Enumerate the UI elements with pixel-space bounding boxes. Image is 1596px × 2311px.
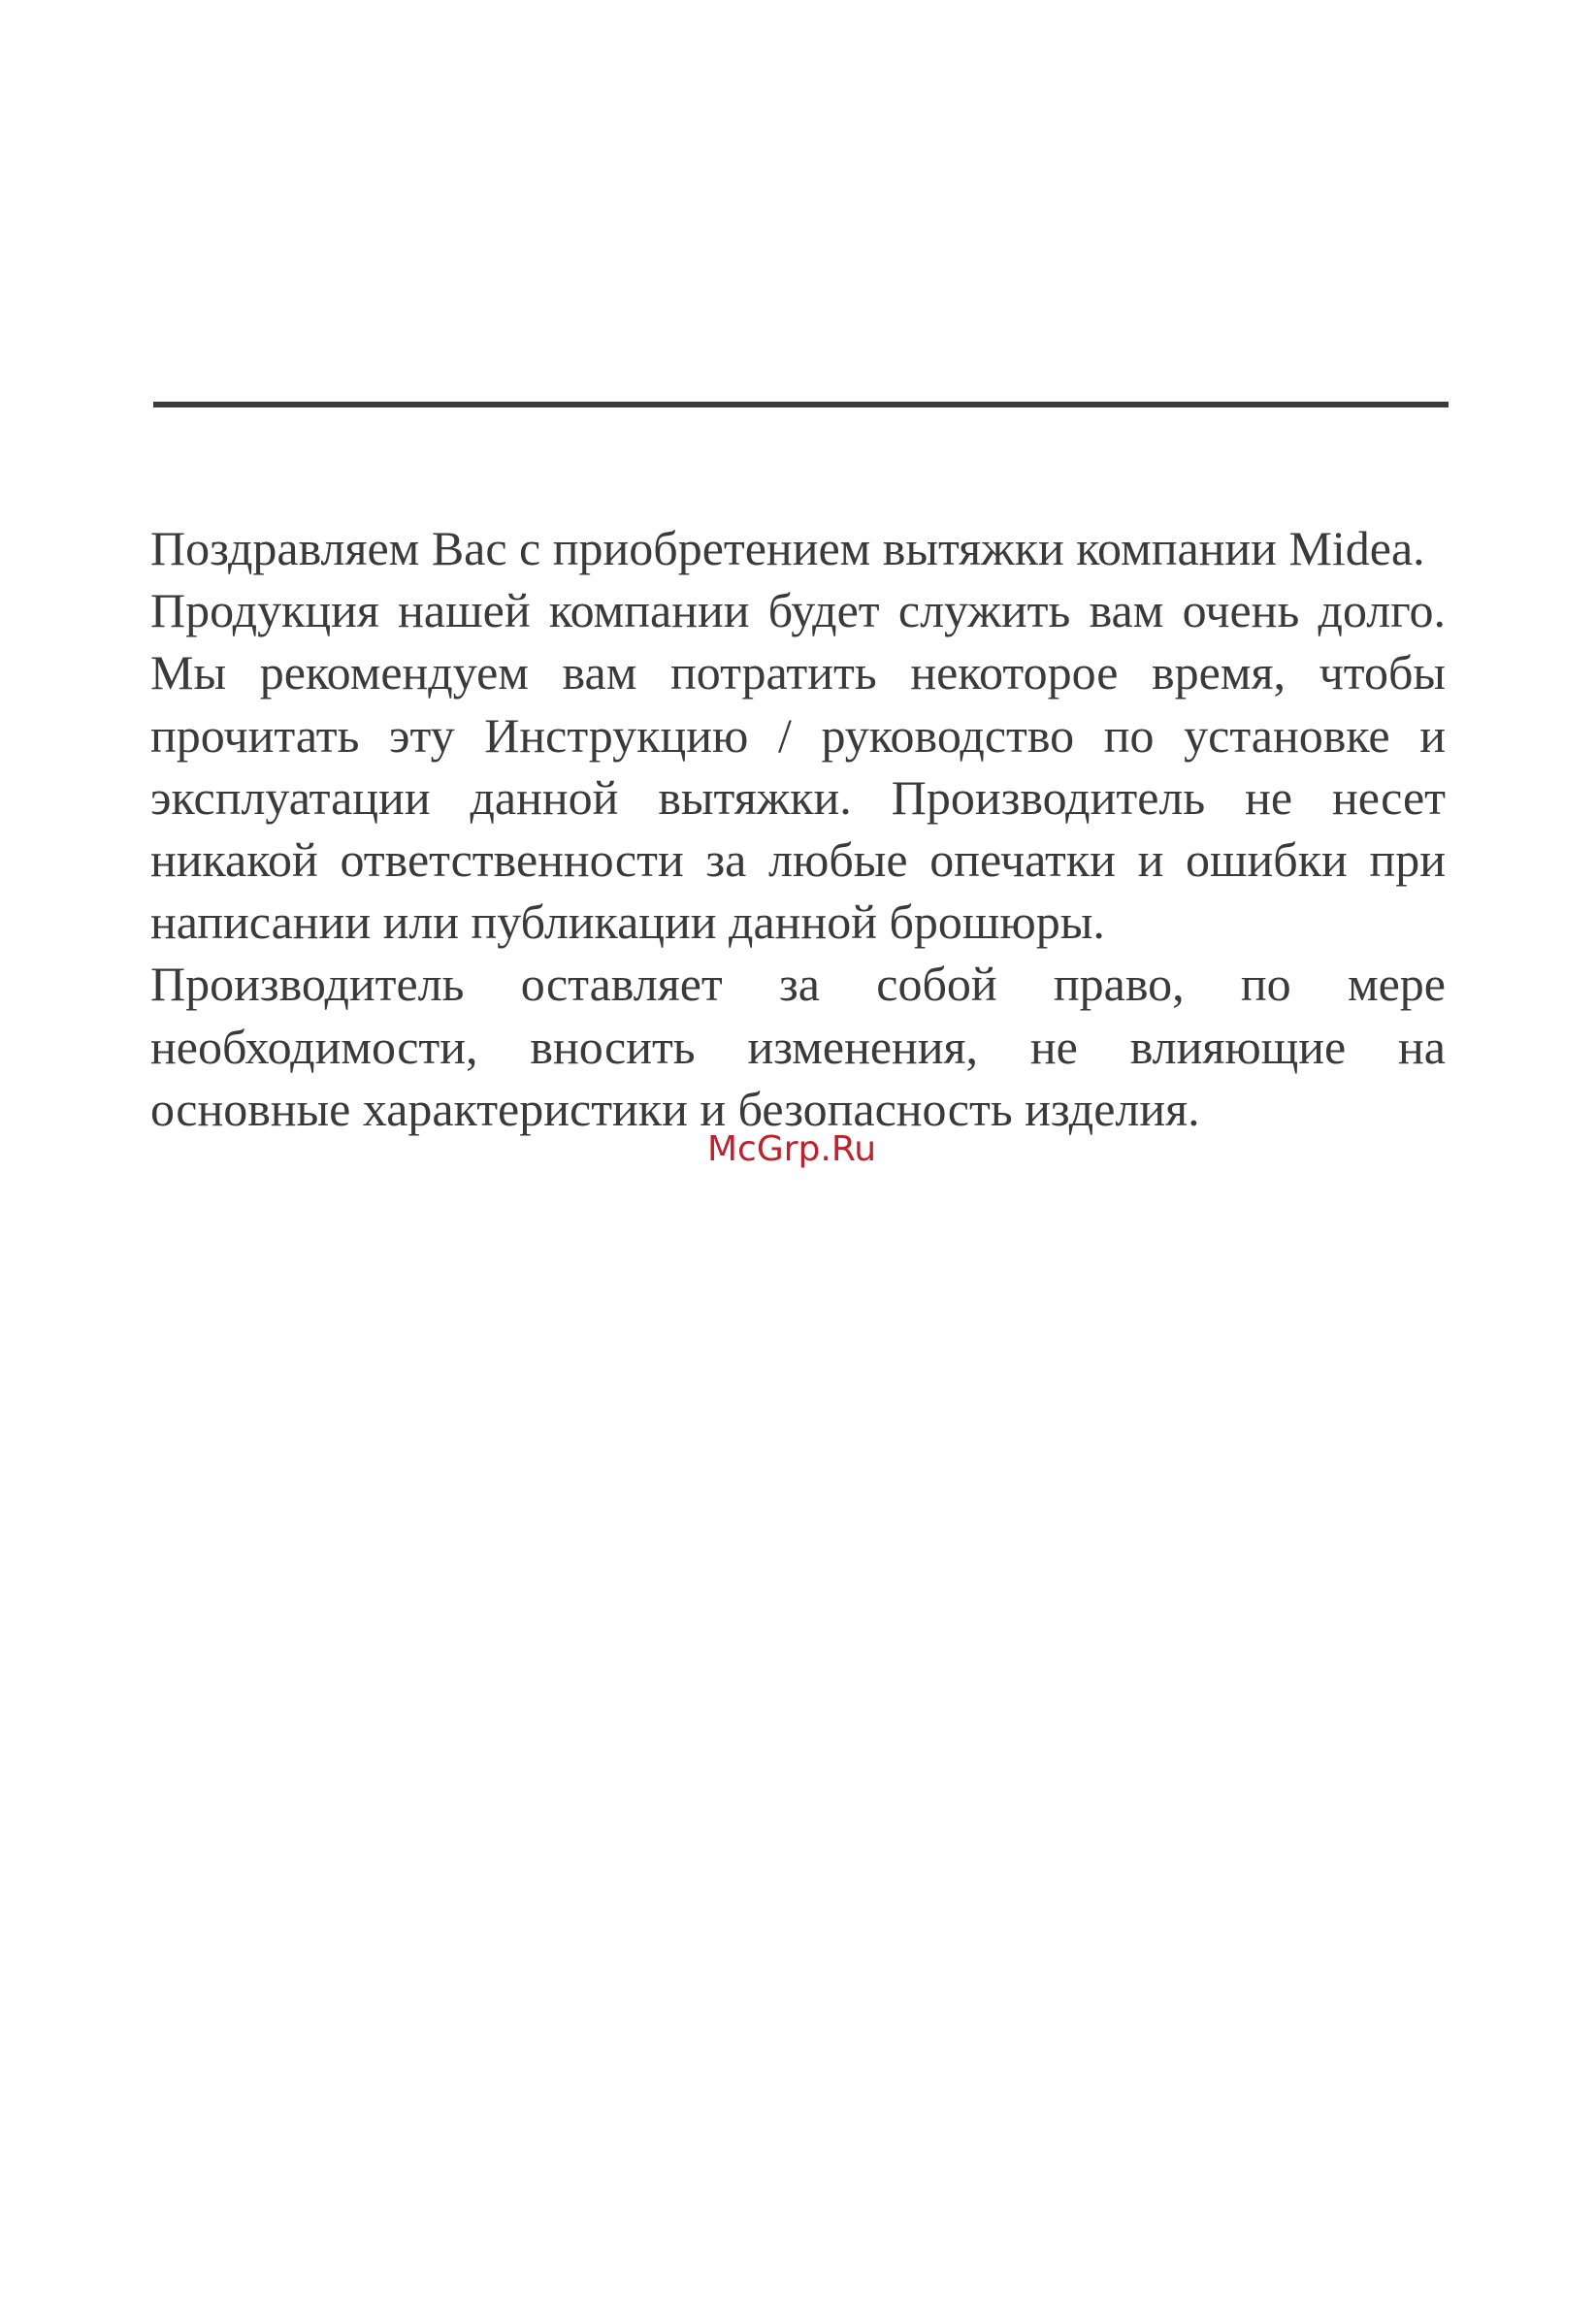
document-body — [150, 517, 1446, 1140]
top-divider — [153, 402, 1449, 407]
paragraph-greeting: Поздравляем Вас с приобретением вытяжки компании Midea. — [150, 521, 1425, 575]
watermark-text: McGrp.Ru — [707, 1129, 877, 1169]
paragraph-recommendation: Продукция нашей компании будет служить вам очень долго. Мы рекомендуем вам потратить некоторое время, чтобы прочитать эту Инструкцию / руководство по установке и эксплуатации данной вытяжки. Производитель не несет никакой ответственности за любые опечатки и ошибки при написании или публикации данной брошюры. — [150, 583, 1446, 950]
paragraph-manufacturer-rights: Производитель оставляет за собой право, по мере необходимости, вносить изменения, не влияющие на основные характеристики и безопасность изделия. — [150, 957, 1446, 1136]
